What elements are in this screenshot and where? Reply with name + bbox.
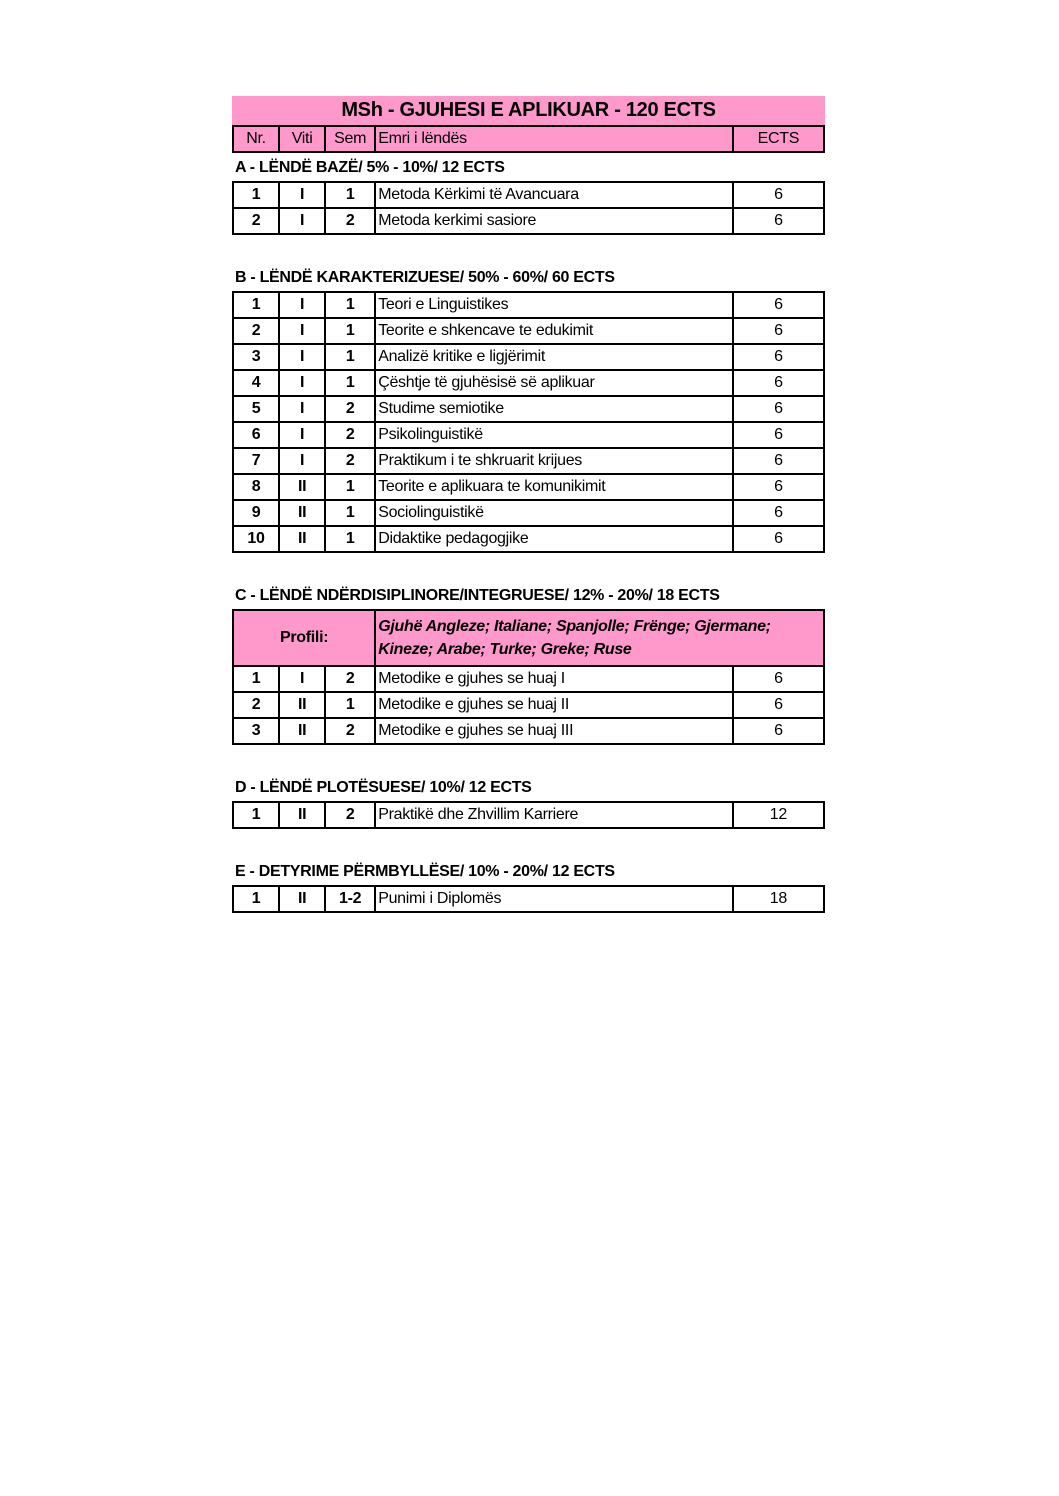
course-row [233,886,824,912]
course-year: I [279,448,325,474]
course-ects: 6 [733,526,824,552]
course-nr: 1 [233,292,279,318]
section-e-heading: E - DETYRIME PËRMBYLLËSE/ 10% - 20%/ 12 ECTS [235,863,615,880]
course-year: II [279,886,325,912]
course-ects: 6 [733,422,824,448]
course-ects: 6 [733,318,824,344]
column-header-row [233,126,824,152]
section-c-table [232,609,825,745]
course-name: Sociolinguistikë [375,500,733,526]
course-ects: 6 [733,292,824,318]
course-row [233,208,824,234]
section-e-table [232,885,825,913]
course-row [233,802,824,828]
course-semester: 2 [325,396,375,422]
course-row [233,370,824,396]
course-year: II [279,526,325,552]
course-year: II [279,802,325,828]
course-ects: 6 [733,448,824,474]
section-b-heading: B - LËNDË KARAKTERIZUESE/ 50% - 60%/ 60 ECTS [235,269,615,286]
course-name: Metoda Kërkimi të Avancuara [375,182,733,208]
course-nr: 2 [233,318,279,344]
course-row [233,692,824,718]
course-nr: 10 [233,526,279,552]
course-row [233,318,824,344]
course-year: II [279,474,325,500]
course-semester: 2 [325,208,375,234]
course-nr: 8 [233,474,279,500]
course-year: I [279,292,325,318]
course-row [233,500,824,526]
course-nr: 1 [233,886,279,912]
course-name: Analizë kritike e ligjërimit [375,344,733,370]
course-year: I [279,182,325,208]
course-row [233,344,824,370]
course-year: II [279,500,325,526]
course-semester: 1 [325,692,375,718]
course-name: Didaktike pedagogjike [375,526,733,552]
course-semester: 1 [325,500,375,526]
course-semester: 2 [325,802,375,828]
course-row [233,718,824,744]
course-semester: 2 [325,422,375,448]
course-nr: 1 [233,666,279,692]
course-year: I [279,344,325,370]
curriculum-document [232,96,825,913]
course-nr: 2 [233,208,279,234]
course-nr: 3 [233,344,279,370]
header-emri: Emri i lëndës [375,126,733,152]
course-row [233,422,824,448]
profile-languages: Gjuhë Angleze; Italiane; Spanjolle; Frënge; Gjermane; Kineze; Arabe; Turke; Greke; Ruse [375,610,824,666]
course-nr: 2 [233,692,279,718]
course-nr: 9 [233,500,279,526]
course-ects: 6 [733,692,824,718]
program-title: MSh - GJUHESI E APLIKUAR - 120 ECTS [232,96,825,125]
course-ects: 6 [733,474,824,500]
course-semester: 1 [325,370,375,396]
course-row [233,526,824,552]
course-semester: 1 [325,318,375,344]
course-year: I [279,396,325,422]
course-nr: 5 [233,396,279,422]
course-name: Punimi i Diplomës [375,886,733,912]
header-sem: Sem [325,126,375,152]
course-ects: 12 [733,802,824,828]
course-semester: 1 [325,182,375,208]
course-semester: 1 [325,292,375,318]
course-ects: 6 [733,500,824,526]
course-year: I [279,318,325,344]
course-row [233,396,824,422]
course-year: II [279,692,325,718]
header-nr: Nr. [233,126,279,152]
course-ects: 6 [733,208,824,234]
course-name: Studime semiotike [375,396,733,422]
course-name: Praktikum i te shkruarit krijues [375,448,733,474]
course-ects: 6 [733,396,824,422]
section-a-table [232,181,825,235]
course-name: Metoda kerkimi sasiore [375,208,733,234]
column-header-table [232,125,825,153]
course-name: Metodike e gjuhes se huaj III [375,718,733,744]
course-semester: 2 [325,448,375,474]
course-nr: 1 [233,182,279,208]
section-b-table [232,291,825,553]
course-semester: 1 [325,526,375,552]
profile-row [233,610,824,666]
course-nr: 1 [233,802,279,828]
course-name: Teori e Linguistikes [375,292,733,318]
course-ects: 6 [733,718,824,744]
course-year: I [279,666,325,692]
course-row [233,474,824,500]
course-year: II [279,718,325,744]
course-name: Metodike e gjuhes se huaj I [375,666,733,692]
course-nr: 7 [233,448,279,474]
course-ects: 18 [733,886,824,912]
course-nr: 6 [233,422,279,448]
course-row [233,182,824,208]
section-d-heading: D - LËNDË PLOTËSUESE/ 10%/ 12 ECTS [235,779,532,796]
course-name: Praktikë dhe Zhvillim Karriere [375,802,733,828]
section-c-heading: C - LËNDË NDËRDISIPLINORE/INTEGRUESE/ 12% - 20%/ 18 ECTS [235,587,720,604]
course-ects: 6 [733,370,824,396]
course-semester: 2 [325,718,375,744]
header-viti: Viti [279,126,325,152]
course-ects: 6 [733,182,824,208]
course-year: I [279,208,325,234]
profile-label: Profili: [233,610,375,666]
course-semester: 1 [325,344,375,370]
course-ects: 6 [733,666,824,692]
course-row [233,292,824,318]
course-name: Çështje të gjuhësisë së aplikuar [375,370,733,396]
course-semester: 2 [325,666,375,692]
course-row [233,448,824,474]
section-d-table [232,801,825,829]
section-a-heading: A - LËNDË BAZË/ 5% - 10%/ 12 ECTS [235,159,505,176]
course-name: Teorite e shkencave te edukimit [375,318,733,344]
course-semester: 1 [325,474,375,500]
course-year: I [279,370,325,396]
course-ects: 6 [733,344,824,370]
course-semester: 1-2 [325,886,375,912]
course-year: I [279,422,325,448]
course-name: Teorite e aplikuara te komunikimit [375,474,733,500]
course-name: Metodike e gjuhes se huaj II [375,692,733,718]
course-row [233,666,824,692]
course-nr: 4 [233,370,279,396]
course-name: Psikolinguistikë [375,422,733,448]
header-ects: ECTS [733,126,824,152]
course-nr: 3 [233,718,279,744]
